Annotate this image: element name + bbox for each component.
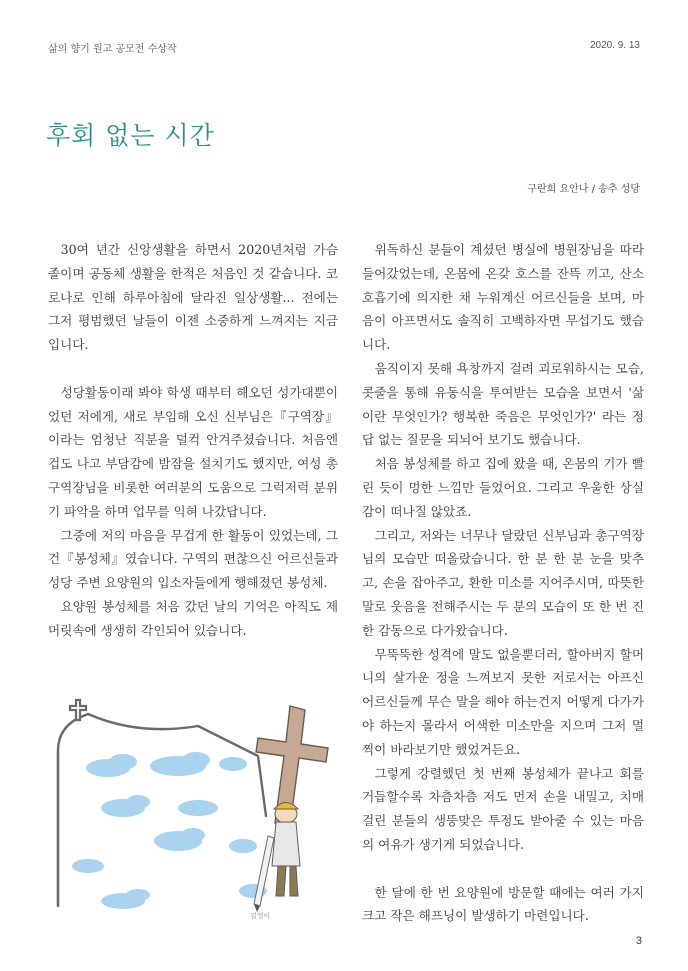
paragraph: 한 달에 한 번 요양원에 방문할 때에는 여러 가지 크고 작은 해프닝이 발생하기 마련입니다. (362, 884, 644, 924)
paragraph: 30여 년간 신앙생활을 하면서 2020년처럼 가슴 졸이며 공동체 생활을 한적은 처음인 것 같습니다. 코로나로 인해 하루아침에 달라진 일상생활... 전에는 그저 평범했던 날들이 이젠 소중하게 느껴지는 지금입니다. (48, 242, 338, 353)
paragraph: 요양원 봉성체를 처음 갔던 날의 기억은 아직도 제 머릿속에 생생히 각인되어 있습니다. (48, 598, 338, 638)
page-header-date: 2020. 9. 13 (589, 40, 640, 51)
paragraph: 무뚝뚝한 성격에 말도 없을뿐더러, 할아버지 할머니의 살가운 정을 느껴보지 못한 저로서는 아프신 어르신들께 무슨 말을 해야 하는건지 어떻게 다가가야 하는지 몰라서 어색한 미소만을 지으며 그저 멀찍이 바라보기만 했었거든요. (362, 646, 644, 757)
paragraph: 위독하신 분들이 계셨던 병실에 병원장님을 따라 들어갔었는데, 온몸에 온갖 호스를 잔뜩 끼고, 산소 호흡기에 의지한 채 누워계신 어르신들을 보며, 마음이 아프면서도 솔직히 고백하자면 무섭기도 했습니다. (362, 242, 644, 353)
paragraph: 그리고, 저와는 너무나 달랐던 신부님과 총구역장님의 모습만 떠올랐습니다. 한 분 한 분 눈을 맞추고, 손을 잡아주고, 환한 미소를 지어주시며, 따뜻한 말로 웃음을 전해주시는 두 분의 모습이 또 한 번 진한 감동으로 다가왔습니다. (362, 527, 644, 638)
article-left-column (48, 238, 338, 643)
paragraph: 그렇게 강렬했던 첫 번째 봉성체가 끝나고 회를 거듭할수록 차츰차츰 저도 먼저 손을 내밀고, 치매 걸린 분들의 생뚱맞은 투정도 받아줄 수 있는 마음의 여유가 생기게 되었습니다. (362, 765, 644, 852)
article-right-column (362, 238, 644, 928)
paragraph: 처음 봉성체를 하고 집에 왔을 때, 온몸의 기가 빨린 듯이 멍한 느낌만 들었어요. 그리고 우울한 상실감이 떠나질 않았죠. (362, 456, 644, 519)
church-drawing-illustration (28, 696, 348, 921)
illustration-signature: 김영이 (250, 912, 271, 920)
article-author: 구란희 요안나 / 송추 성당 (527, 184, 640, 195)
paragraph: 움직이지 못해 욕창까지 걸려 괴로워하시는 모습, 콧줄을 통해 유동식을 투여받는 모습을 보면서 '삶이란 무엇인가? 행복한 죽음은 무엇인가?' 라는 정답 없는 질문을 되뇌어 보기도 했습니다. (362, 360, 644, 448)
page-header-left: 삶의 향기 원고 공모전 수상작 (48, 44, 177, 55)
cloud-shapes (72, 752, 267, 909)
figure-with-pencil (254, 803, 300, 913)
paragraph: 성당활동이래 봐야 학생 때부터 해오던 성가대뿐이었던 저에게, 새로 부임해 오신 신부님은『구역장』이라는 엄청난 직분을 덜컥 안겨주셨습니다. 처음엔 겁도 나고 부담감에 밤잠을 설치기도 했지만, 여성 총구역장님을 비롯한 여러분의 도움으로 그럭저럭 분위기 파악을 하며 업무를 익혀 나갔답니다. (48, 384, 338, 519)
page-number: 3 (635, 935, 642, 947)
house-outline (58, 714, 266, 906)
paragraph: 그중에 저의 마음을 무겁게 한 활동이 있었는데, 그건『봉성체』였습니다. 구역의 편찮으신 어르신들과 성당 주변 요양원의 입소자들에게 행해졌던 봉성체. (48, 527, 338, 591)
article-title: 후회 없는 시간 (46, 121, 215, 150)
